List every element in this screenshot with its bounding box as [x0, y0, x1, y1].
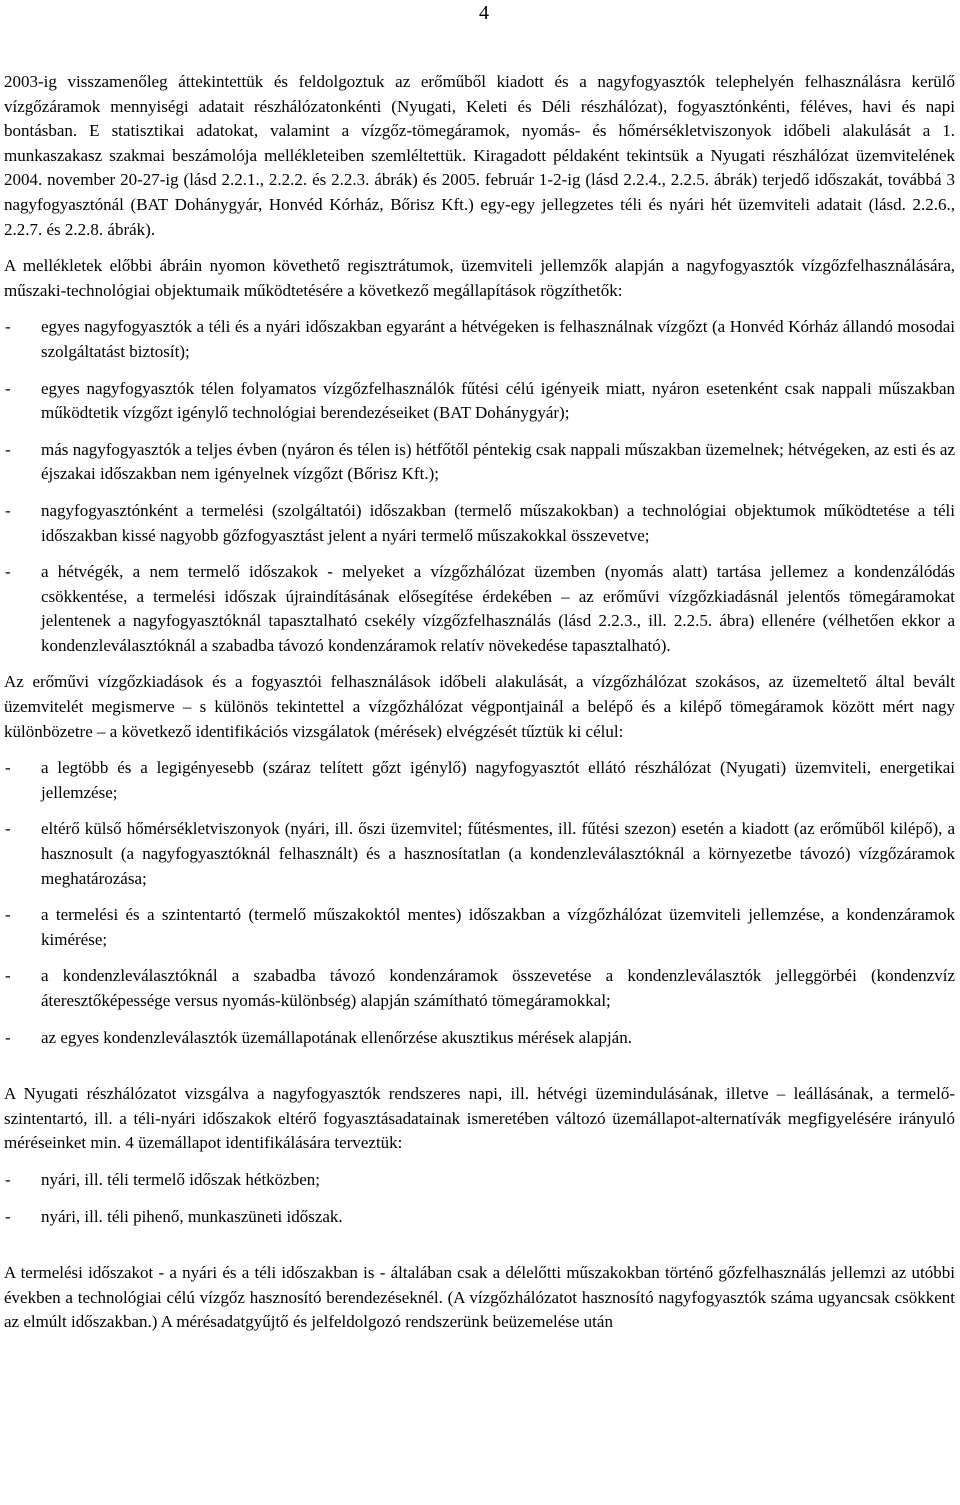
paragraph-objectives: Az erőművi vízgőzkiadások és a fogyasztói felhasználások időbeli alakulását, a vízgőzhálózat szokásos, az üzemeltető által bevált üzemvitelét megismerve – s különös tekintettel a vízgőzhálózat végpontjainál a belépő és a kilépő tömegáramok között mért nagy különbözetre – a következő identifikációs vizsgálatok (mérések) elvégzését tűztük ki célul:: [4, 672, 955, 741]
findings-list: [4, 315, 955, 658]
operating-states-list: [4, 1168, 955, 1229]
list-item: - más nagyfogyasztók a teljes évben (nyáron és télen is) hétfőtől péntekig csak nappali műszakban üzemelnek; hétvégeken, az esti és az éjszakai időszakban nem igényelnek vízgőzt (Bőrisz Kft.);: [5, 439, 955, 484]
dash-bullet: -: [5, 439, 11, 459]
list-item: - nagyfogyasztónként a termelési (szolgáltatói) időszakban (termelő műszakokban) a technológiai objektumok működtetése a téli időszakban kissé nagyobb gőzfogyasztást jelent a nyári termelő műszakokkal összevetve;: [5, 500, 955, 545]
dash-bullet: -: [5, 905, 11, 925]
paragraph-western-subnetwork: A Nyugati részhálózatot vizsgálva a nagyfogyasztók rendszeres napi, ill. hétvégi üzemindulásának, illetve – leállásának, a termelő-szintentartó, ill. a téli-nyári időszakok eltérő fogyasztásadatainak ismeretében változó üzemállapot-alternatívák megfigyelésére irányuló méréseinket min. 4 üzemállapot identifikálására terveztük:: [4, 1084, 955, 1153]
dash-bullet: -: [5, 819, 11, 839]
document-body: [4, 70, 955, 1347]
list-item: - egyes nagyfogyasztók télen folyamatos vízgőzfelhasználók fűtési célú igényeik miatt, nyáron esetenként csak nappali műszakban működtetik vízgőzt igénylő technológiai berendezéseiket (BAT Dohánygyár);: [5, 378, 955, 423]
paragraph-production-period: A termelési időszakot - a nyári és a téli időszakban is - általában csak a délelőtti műszakokban történő gőzfelhasználás jellemzi az utóbbi években a technológiai célú vízgőz hasznosító berendezéseknél. (A vízgőzhálózatot hasznosító nagyfogyasztók száma ugyancsak csökkent az elmúlt időszakban.) A mérésadatgyűjtő és jelfeldolgozó rendszerünk beüzemelése után: [4, 1263, 955, 1332]
list-item: - egyes nagyfogyasztók a téli és a nyári időszakban egyaránt a hétvégeken is felhasználnak vízgőzt (a Honvéd Kórház állandó mosodai szolgáltatást biztosít);: [5, 317, 955, 361]
dash-bullet: -: [5, 1027, 11, 1047]
list-item: - nyári, ill. téli pihenő, munkaszüneti időszak.: [4, 1205, 955, 1230]
list-item: - az egyes kondenzleválasztók üzemállapotának ellenőrzése akusztikus mérések alapján.: [4, 1026, 955, 1051]
objectives-list: [4, 756, 955, 1050]
list-item: - nyári, ill. téli termelő időszak hétközben;: [4, 1168, 955, 1193]
dash-bullet: -: [5, 378, 11, 398]
list-item: - eltérő külső hőmérsékletviszonyok (nyári, ill. őszi üzemvitel; fűtésmentes, ill. fűtési szezon) esetén a kiadott (az erőműből kilépő), a hasznosult (a nagyfogyasztóknál felhasznált) és a hasznosítatlan (a kondenzleválasztóknál a környezetbe távozó) vízgőzáramok meghatározása;: [5, 819, 955, 888]
dash-bullet: -: [5, 1206, 11, 1226]
list-item: - a termelési és a szintentartó (termelő műszakoktól mentes) időszakban a vízgőzhálózat üzemviteli jellemzése, a kondenzáramok kimérése;: [5, 905, 955, 949]
list-item: - a hétvégék, a nem termelő időszakok - melyeket a vízgőzhálózat üzemben (nyomás alatt) tartása jellemez a kondenzálódás csökkentése, a termelési időszak újraindításának elősegítése érdekében – az erőművi vízgőzkiadásnál jelentős tömegáramokat jelentenek a nagyfogyasztóknál tapasztalható csekély vízgőzfelhasználás (lásd 2.2.3., ill. 2.2.5. ábra) ellenére (vélhetően ekkor a kondenzleválasztóknál a szabadba távozó kondenzáramok relatív növekedése tapasztalható).: [5, 562, 955, 655]
dash-bullet: -: [5, 317, 11, 337]
page-number: 4: [479, 2, 489, 24]
dash-bullet: -: [5, 500, 11, 520]
list-item: - a legtöbb és a legigényesebb (száraz telített gőzt igénylő) nagyfogyasztót ellátó részhálózat (Nyugati) üzemviteli, energetikai jellemzése;: [5, 758, 955, 802]
list-item: - a kondenzleválasztóknál a szabadba távozó kondenzáramok összevetése a kondenzleválasztók jelleggörbéi (kondenzvíz áteresztőképessége versus nyomás-különbség) alapján számítható tömegáramokkal;: [5, 966, 955, 1010]
paragraph-intro: 2003-ig visszamenőleg áttekintettük és feldolgoztuk az erőműből kiadott és a nagyfogyasztók telephelyén felhasználásra kerülő vízgőzáramok mennyiségi adatait részhálózatonkénti (Nyugati, Keleti és Déli részhálózat), fogyasztónkénti, féléves, havi és napi bontásban. E statisztikai adatokat, valamint a vízgőz-tömegáramok, nyomás- és hőmérsékletviszonyok időbeli alakulását a 1. munkaszakasz szakmai beszámolója mellékleteiben szemléltettük. Kiragadott példaként tekintsük a Nyugati részhálózat üzemvitelének 2004. november 20-27-ig (lásd 2.2.1., 2.2.2. és 2.2.3. ábrák) és 2005. február 1-2-ig (lásd 2.2.4., 2.2.5. ábrák) terjedő időszakát, továbbá 3 nagyfogyasztónál (BAT Dohánygyár, Honvéd Kórház, Bőrisz Kft.) egy-egy jellegzetes téli és nyári hét üzemviteli adatait (lásd. 2.2.6., 2.2.7. és 2.2.8. ábrák).: [4, 72, 955, 239]
dash-bullet: -: [5, 966, 11, 986]
dash-bullet: -: [5, 758, 11, 778]
dash-bullet: -: [5, 562, 11, 582]
paragraph-findings-intro: A mellékletek előbbi ábráin nyomon követhető regisztrátumok, üzemviteli jellemzők alapján a nagyfogyasztók vízgőzfelhasználására, műszaki-technológiai objektumaik működtetésére a következő megállapítások rögzíthetők:: [4, 256, 955, 300]
dash-bullet: -: [5, 1169, 11, 1189]
